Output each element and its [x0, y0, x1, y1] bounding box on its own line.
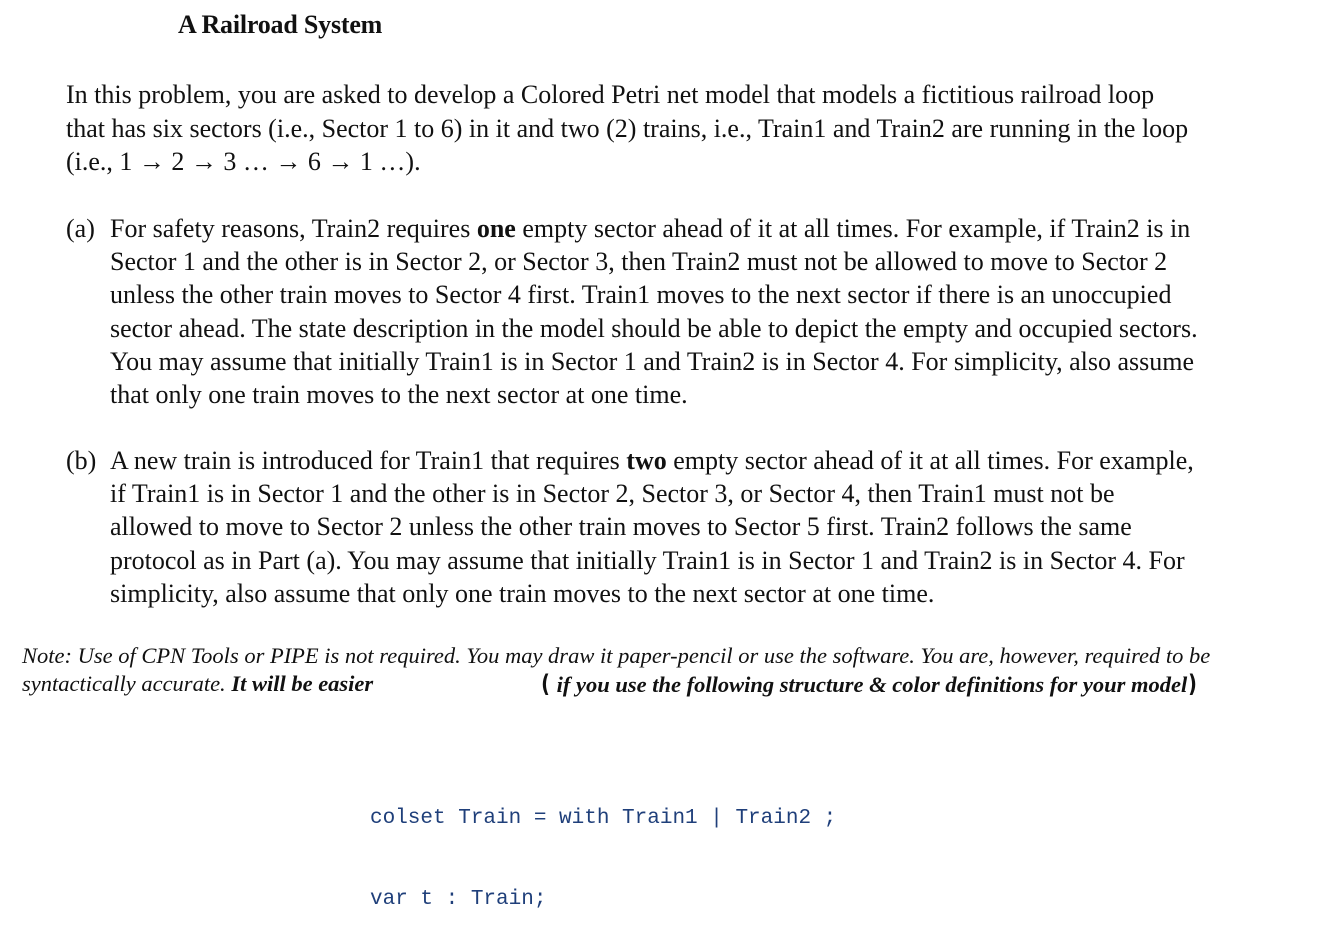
part-a-paragraph — [66, 212, 1322, 411]
part-b-text-post: empty sector ahead of it at all times. For example, — [666, 446, 1194, 475]
intro-line: (i.e., 1 → 2 → 3 … → 6 → 1 …). — [66, 147, 421, 176]
note-emphasis: It will be easier — [231, 671, 374, 696]
intro-line: that has six sectors (i.e., Sector 1 to 6) in it and two (2) trains, i.e., Train1 and Train2 are running in the loop — [66, 113, 1189, 143]
note-tail: if you use the following structure & color definitions for your model — [550, 672, 1188, 697]
part-b-label: (b) — [66, 446, 97, 475]
note-line-1: Note: Use of CPN Tools or PIPE is not required. You may draw it paper-pencil or use the software. You are, however, required to be — [22, 643, 1211, 668]
document-title: A Railroad System — [178, 10, 383, 39]
part-b-line: protocol as in Part (a). You may assume that initially Train1 is in Sector 1 and Train2 is in Sector 4. For — [110, 545, 1185, 575]
part-b-text-pre: A new train is introduced for Train1 that requires — [110, 446, 627, 475]
note-line-2 — [22, 670, 1210, 698]
intro-line: In this problem, you are asked to develop a Colored Petri net model that models a fictitious railroad loop — [66, 80, 1155, 109]
part-b-line: allowed to move to Sector 2 unless the other train moves to Sector 5 first. Train2 follows the same — [110, 512, 1132, 542]
close-paren: ) — [1188, 670, 1198, 698]
part-a-text-pre: For safety reasons, Train2 requires — [110, 214, 477, 243]
part-a-text-post: empty sector ahead of it at all times. For example, if Train2 is in — [515, 214, 1191, 243]
part-a-line: sector ahead. The state description in the model should be able to depict the empty and occupied sectors. — [110, 313, 1198, 343]
part-a-emphasis: one — [476, 214, 516, 243]
part-a-first-line — [66, 212, 1322, 245]
part-b-emphasis: two — [626, 446, 667, 475]
code-line: var t : Train; — [370, 888, 547, 911]
part-a-line: You may assume that initially Train1 is in Sector 1 and Train2 is in Sector 4. For simplicity, also assume — [110, 346, 1195, 376]
intro-paragraph — [66, 78, 1322, 179]
note-handwritten-insert — [540, 670, 1198, 699]
note-block — [22, 642, 1210, 698]
part-a-label: (a) — [66, 214, 95, 243]
part-a-line: that only one train moves to the next sector at one time. — [110, 380, 688, 410]
part-b-paragraph — [66, 444, 1322, 610]
code-line: colset Train = with Train1 | Train2 ; — [370, 807, 837, 830]
part-b-line: if Train1 is in Sector 1 and the other is in Sector 2, Sector 3, or Sector 4, then Train1 must not be — [110, 479, 1115, 509]
part-a-line: Sector 1 and the other is in Sector 2, or Sector 3, then Train2 must not be allowed to move to Sector 2 — [110, 247, 1168, 277]
code-block — [370, 751, 836, 940]
open-paren: ( — [541, 670, 550, 698]
part-a-line: unless the other train moves to Sector 4 first. Train1 moves to the next sector if there is an unoccupied — [110, 280, 1172, 310]
part-b-first-line — [66, 444, 1322, 477]
part-b-line: simplicity, also assume that only one train moves to the next sector at one time. — [110, 578, 935, 608]
note-text: syntactically accurate. — [22, 671, 232, 696]
